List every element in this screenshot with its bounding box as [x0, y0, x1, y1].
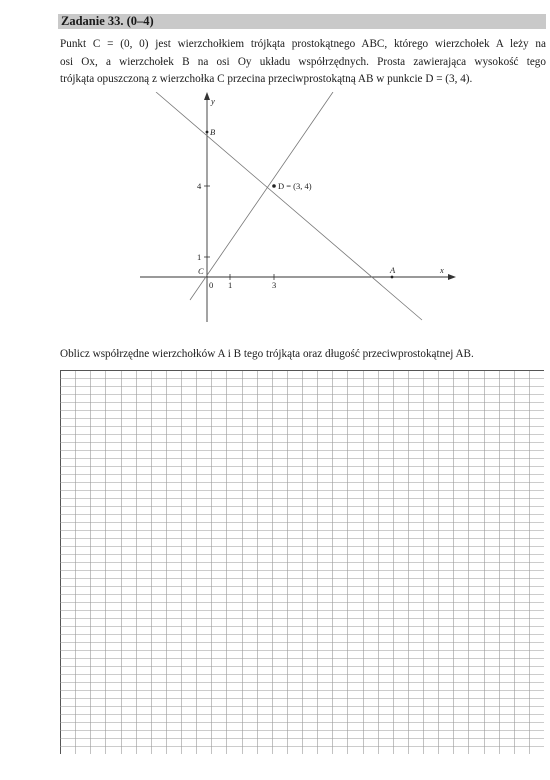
y-axis-arrow	[204, 92, 210, 100]
task-description-line-3: trójkąta opuszczoną z wierzchołka C przecina przeciwprostokątną AB w punkcie D = (3, 4).	[60, 73, 473, 85]
tick-label-x1: 1	[228, 280, 233, 290]
point-label-c: C	[198, 266, 204, 276]
axis-label-y: y	[211, 96, 215, 106]
point-b	[206, 131, 209, 134]
tick-label-y4: 4	[197, 181, 202, 191]
task-description-line-2: osi Ox, a wierzchołek B na osi Oy układu współrzędnych. Prosta zawierająca wysokość tego	[60, 55, 546, 68]
tick-label-x3: 3	[272, 280, 277, 290]
line-cd	[190, 92, 333, 300]
task-question: Oblicz współrzędne wierzchołków A i B tego trójkąta oraz długość przeciwprostokątnej AB.	[60, 348, 474, 360]
tick-label-origin: 0	[209, 280, 214, 290]
line-ab	[156, 92, 422, 320]
tick-label-y1: 1	[197, 252, 202, 262]
point-label-d: D = (3, 4)	[278, 181, 312, 191]
point-label-a: A	[390, 265, 396, 275]
answer-grid[interactable]	[60, 370, 544, 754]
task-title: Zadanie 33. (0–4)	[61, 14, 154, 28]
point-d	[272, 184, 276, 188]
task-description	[60, 36, 546, 89]
point-label-b: B	[210, 127, 216, 137]
point-a	[391, 276, 394, 279]
x-axis-arrow	[448, 274, 456, 280]
task-description-line-1: Punkt C = (0, 0) jest wierzchołkiem trójkąta prostokątnego ABC, którego wierzchołek A leży na	[60, 38, 546, 50]
axis-label-x: x	[440, 265, 444, 275]
coordinate-figure	[140, 92, 460, 327]
